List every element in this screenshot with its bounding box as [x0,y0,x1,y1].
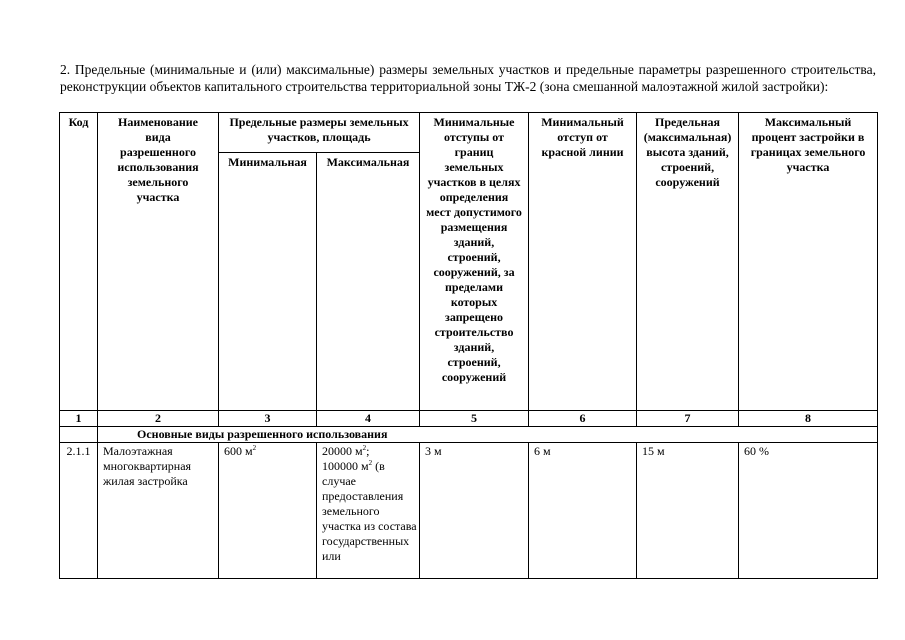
header-size-max: Максимальная [317,153,420,411]
unit-superscript: 2 [252,444,257,452]
column-number: 5 [420,411,529,427]
max-size-note: (в случае предоставления земельного участка из состава государственных или [322,459,417,563]
header-plot-sizes: Предельные размеры земельных участков, площадь [219,113,420,153]
column-number: 1 [60,411,98,427]
row-max-size [317,443,420,579]
section-heading: 2. Предельные (минимальные и (или) максимальные) размеры земельных участков и предельные параметры разрешенного строительства, реконструкции объектов капитального строительства территориальной зоны ТЖ-2 (зона смешанной малоэтажной жилой застройки): [60,62,876,94]
header-size-min: Минимальная [219,153,317,411]
column-number: 4 [317,411,420,427]
column-number: 2 [98,411,219,427]
header-use-name: Наименование вида разрешенного использования земельного участка [98,113,219,411]
parameters-table [59,112,878,579]
row-max-height: 15 м [637,443,739,579]
row-setback-red-line: 6 м [529,443,637,579]
row-use-name: Малоэтажная многоквартирная жилая застройка [98,443,219,579]
section-code-cell [60,427,98,443]
section-title: Основные виды разрешенного использования [98,427,878,443]
header-code: Код [60,113,98,411]
unit-superscript: 2 [368,459,373,467]
header-setback-red-line: Минимальный отступ от красной линии [529,113,637,411]
min-size-value: 600 м [224,444,253,458]
row-code: 2.1.1 [60,443,98,579]
header-max-height: Предельная (максимальная) высота зданий, строений, сооружений [637,113,739,411]
max-size-value-alt: 100000 м [322,459,369,473]
row-setback-boundaries: 3 м [420,443,529,579]
column-number: 6 [529,411,637,427]
column-number: 7 [637,411,739,427]
max-size-value: 20000 м [322,444,363,458]
header-max-coverage: Максимальный процент застройки в границах земельного участка [739,113,878,411]
table-row [60,443,878,579]
column-number: 8 [739,411,878,427]
unit-superscript: 2 [362,444,367,452]
row-min-size [219,443,317,579]
column-number: 3 [219,411,317,427]
row-max-coverage: 60 % [739,443,878,579]
header-setback-boundaries: Минимальные отступы от границ земельных участков в целях определения мест допустимого размещения зданий, строений, сооружений, за пределами которых запрещено строительство зданий, строений, сооружений [420,113,529,411]
value-separator: ; [366,444,370,458]
